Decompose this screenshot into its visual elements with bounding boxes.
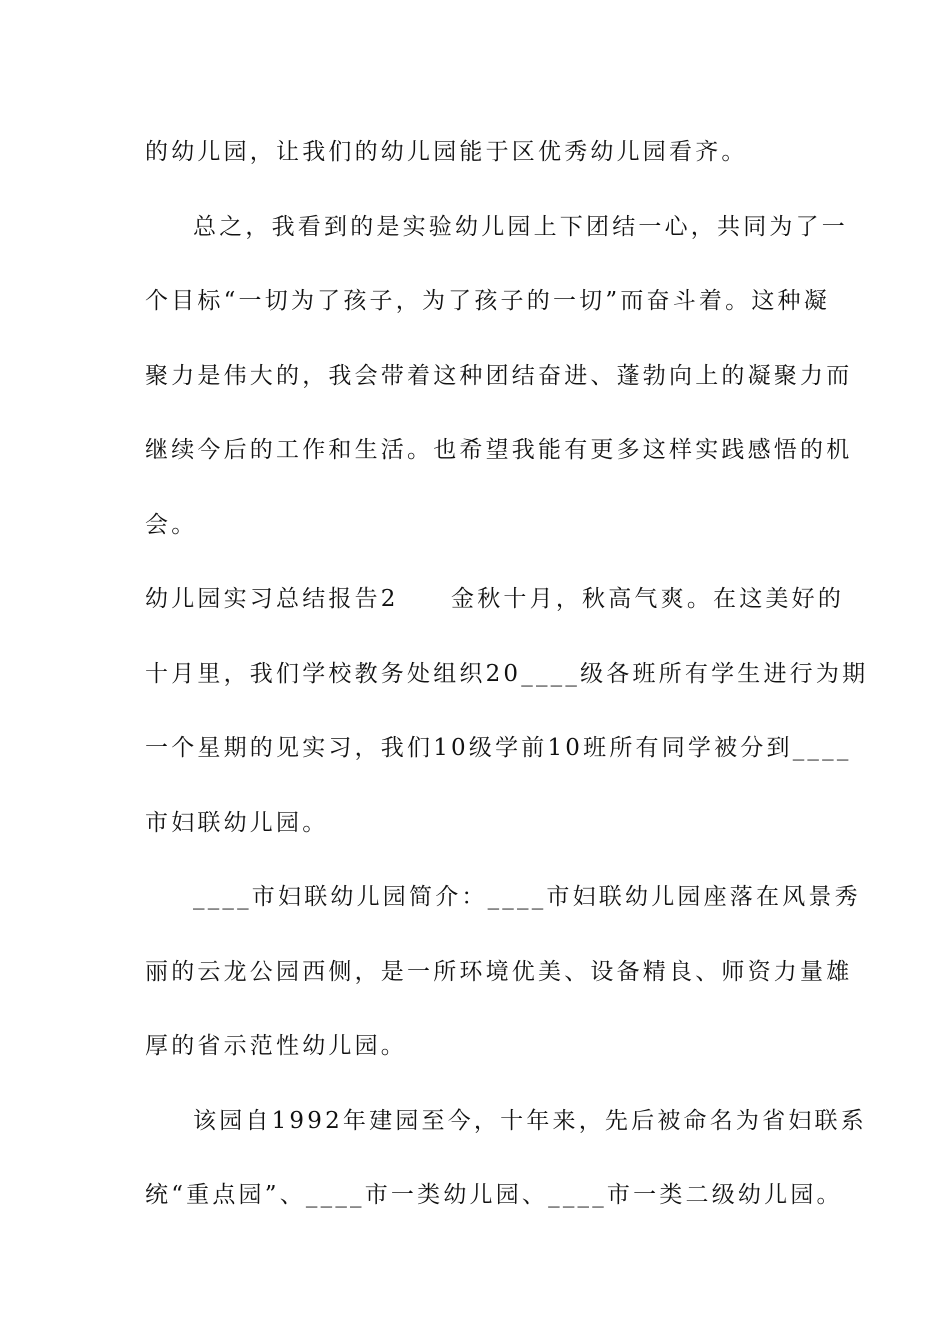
text-line: 个目标“一切为了孩子，为了孩子的一切”而奋斗着。这种凝 (145, 288, 830, 314)
text-line: 统“重点园”、____市一类幼儿园、____市一类二级幼儿园。 (145, 1182, 843, 1208)
text-line: 丽的云龙公园西侧，是一所环境优美、设备精良、师资力量雄 (145, 959, 853, 985)
text-line: 市妇联幼儿园。 (145, 810, 329, 836)
text-line: 该园自1992年建园至今，十年来，先后被命名为省妇联系 (193, 1108, 867, 1134)
text-line: 继续今后的工作和生活。也希望我能有更多这样实践感悟的机 (145, 437, 853, 463)
text-line: 总之，我看到的是实验幼儿园上下团结一心，共同为了一 (193, 214, 848, 240)
text-line: 聚力是伟大的，我会带着这种团结奋进、蓬勃向上的凝聚力而 (145, 363, 853, 389)
text-line: 厚的省示范性幼儿园。 (145, 1033, 407, 1059)
text-line: 的幼儿园，让我们的幼儿园能于区优秀幼儿园看齐。 (145, 139, 748, 165)
text-line: ____市妇联幼儿园简介：____市妇联幼儿园座落在风景秀 (193, 884, 861, 910)
text-line: 会。 (145, 512, 198, 538)
section-heading-line: 幼儿园实习总结报告2 金秋十月，秋高气爽。在这美好的 (145, 586, 845, 612)
text-line: 十月里，我们学校教务处组织20____级各班所有学生进行为期 (145, 661, 869, 687)
text-line: 一个星期的见实习，我们10级学前10班所有同学被分到____ (145, 735, 852, 761)
